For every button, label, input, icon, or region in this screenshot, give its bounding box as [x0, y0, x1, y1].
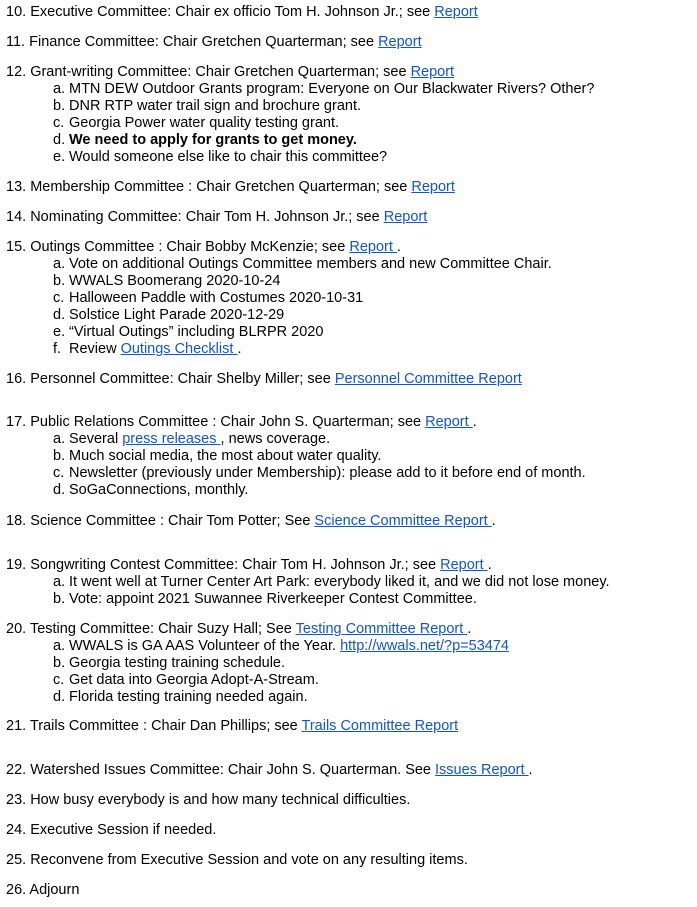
subitem-letter: a. — [53, 638, 66, 654]
item-text: Personnel Committee: Chair Shelby Miller; see — [30, 371, 335, 387]
subitem-letter: c. — [53, 290, 65, 306]
subitem-text: Get data into Georgia Adopt-A-Stream. — [69, 672, 319, 688]
item-number: 16. — [6, 371, 27, 387]
report-link[interactable]: Science Committee Report — [314, 513, 492, 529]
subitem-suffix: , news coverage. — [220, 431, 331, 447]
item-number: 11. — [6, 34, 26, 50]
subitem-text: Would someone else like to chair this committee? — [69, 149, 388, 165]
agenda-item — [6, 179, 455, 196]
item-number: 19. — [6, 557, 27, 573]
agenda-subitem — [53, 307, 284, 324]
subitem-letter: a. — [53, 256, 66, 272]
subitem-text: WWALS Boomerang 2020-10-24 — [69, 273, 281, 289]
item-text: Executive Session if needed. — [30, 822, 217, 838]
agenda-subitem — [53, 341, 241, 358]
subitem-text: Review — [69, 341, 121, 357]
subitem-letter: d. — [53, 307, 66, 323]
report-link[interactable]: Report — [378, 34, 422, 50]
subitem-letter: e. — [53, 149, 66, 165]
agenda-item — [6, 718, 458, 735]
subitem-letter: d. — [53, 482, 66, 498]
report-link[interactable]: Report — [440, 557, 488, 573]
agenda-item — [6, 414, 477, 431]
item-number: 17. — [6, 414, 27, 430]
agenda-item — [6, 792, 410, 809]
item-text: Executive Committee: Chair ex officio Tom H. Johnson Jr.; see — [30, 4, 435, 20]
agenda-item — [6, 882, 79, 899]
agenda-item — [6, 64, 454, 81]
subitem-link[interactable]: Outings Checklist — [120, 341, 238, 357]
agenda-subitem — [53, 655, 285, 672]
agenda-subitem — [53, 638, 509, 655]
report-link[interactable]: Personnel Committee Report — [334, 371, 522, 387]
agenda-subitem — [53, 448, 381, 465]
subitem-letter: a. — [53, 81, 66, 97]
item-number: 20. — [6, 621, 27, 637]
item-text: Membership Committee : Chair Gretchen Quarterman; see — [30, 179, 412, 195]
item-number: 13. — [6, 179, 27, 195]
agenda-subitem — [53, 273, 280, 290]
item-number: 25. — [6, 852, 27, 868]
report-link[interactable]: Testing Committee Report — [295, 621, 468, 637]
item-text: Watershed Issues Committee: Chair John S. Quarterman. See — [30, 762, 436, 778]
subitem-letter: f. — [53, 341, 62, 357]
agenda-item — [6, 557, 492, 574]
item-text: Testing Committee: Chair Suzy Hall; See — [29, 621, 296, 637]
subitem-text: “Virtual Outings” including BLRPR 2020 — [69, 324, 324, 340]
item-number: 12. — [6, 64, 27, 80]
subitem-letter: c. — [53, 115, 65, 131]
report-link[interactable]: Report — [383, 209, 428, 225]
subitem-text: Georgia testing training schedule. — [69, 655, 286, 671]
agenda-subitem — [53, 256, 552, 273]
subitem-letter: c. — [53, 465, 65, 481]
agenda-subitem — [53, 324, 323, 341]
agenda-subitem — [53, 431, 330, 448]
item-number: 26. — [6, 882, 27, 898]
subitem-letter: b. — [53, 98, 66, 114]
subitem-text: We need to apply for grants to get money. — [69, 132, 357, 148]
subitem-letter: b. — [53, 591, 66, 607]
item-text: Adjourn — [29, 882, 80, 898]
item-text: Grant-writing Committee: Chair Gretchen Quarterman; see — [30, 64, 411, 80]
item-number: 22. — [6, 762, 27, 778]
agenda-item — [6, 4, 478, 21]
subitem-letter: b. — [53, 655, 66, 671]
subitem-text: Georgia Power water quality testing grant. — [69, 115, 339, 131]
subitem-text: Solstice Light Parade 2020-12-29 — [69, 307, 285, 323]
item-text: Public Relations Committee : Chair John S. Quarterman; see — [30, 414, 426, 430]
item-number: 15. — [6, 239, 27, 255]
subitem-text: Vote on additional Outings Committee members and new Committee Chair. — [69, 256, 552, 272]
subitem-letter: a. — [53, 431, 66, 447]
item-suffix: . — [467, 621, 472, 637]
agenda-item — [6, 34, 422, 51]
agenda-subitem — [53, 81, 594, 98]
item-text: Trails Committee : Chair Dan Phillips; see — [29, 718, 302, 734]
agenda-subitem — [53, 591, 477, 608]
item-suffix: . — [491, 513, 496, 529]
item-text: Nominating Committee: Chair Tom H. Johnson Jr.; see — [30, 209, 384, 225]
report-link[interactable]: Report — [425, 414, 473, 430]
item-text: Finance Committee: Chair Gretchen Quarterman; see — [29, 34, 379, 50]
agenda-subitem — [53, 689, 308, 706]
subitem-text: Vote: appoint 2021 Suwannee Riverkeeper Contest Committee. — [69, 591, 477, 607]
agenda-subitem — [53, 574, 610, 591]
agenda-subitem — [53, 672, 319, 689]
item-suffix: . — [396, 239, 401, 255]
subitem-text: Much social media, the most about water quality. — [69, 448, 382, 464]
subitem-text: Newsletter (previously under Membership): please add to it before end of month. — [69, 465, 586, 481]
agenda-item — [6, 621, 471, 638]
report-link[interactable]: Issues Report — [435, 762, 529, 778]
agenda-item — [6, 852, 468, 869]
subitem-letter: e. — [53, 324, 66, 340]
subitem-text: DNR RTP water trail sign and brochure grant. — [69, 98, 362, 114]
subitem-suffix: . — [237, 341, 242, 357]
item-number: 18. — [6, 513, 27, 529]
subitem-text: It went well at Turner Center Art Park: everybody liked it, and we did not lose money. — [69, 574, 610, 590]
item-number: 24. — [6, 822, 27, 838]
subitem-text: SoGaConnections, monthly. — [69, 482, 249, 498]
report-link[interactable]: Report — [411, 179, 455, 195]
agenda-subitem — [53, 482, 248, 499]
subitem-letter: c. — [53, 672, 65, 688]
subitem-letter: b. — [53, 273, 66, 289]
subitem-link[interactable]: press releases — [122, 431, 221, 447]
item-suffix: . — [487, 557, 492, 573]
agenda-item — [6, 239, 401, 256]
agenda-subitem — [53, 290, 363, 307]
agenda-subitem — [53, 115, 339, 132]
agenda-item — [6, 822, 216, 839]
agenda-subitem — [53, 98, 361, 115]
item-number: 23. — [6, 792, 27, 808]
agenda-item — [6, 371, 522, 388]
agenda-item — [6, 513, 496, 530]
subitem-text: Halloween Paddle with Costumes 2020-10-31 — [69, 290, 364, 306]
report-link[interactable]: Report — [349, 239, 397, 255]
subitem-text: MTN DEW Outdoor Grants program: Everyone on Our Blackwater Rivers? Other? — [69, 81, 595, 97]
item-suffix: . — [472, 414, 477, 430]
subitem-text: Several — [69, 431, 123, 447]
subitem-letter: d. — [53, 689, 66, 705]
item-number: 21. — [6, 718, 27, 734]
subitem-letter: d. — [53, 132, 66, 148]
report-link[interactable]: Report — [434, 4, 478, 20]
item-number: 14. — [6, 209, 27, 225]
item-text: How busy everybody is and how many technical difficulties. — [30, 792, 411, 808]
item-number: 10. — [6, 4, 27, 20]
agenda-item — [6, 209, 427, 226]
item-text: Outings Committee : Chair Bobby McKenzie; see — [30, 239, 350, 255]
subitem-letter: a. — [53, 574, 66, 590]
subitem-text: WWALS is GA AAS Volunteer of the Year. — [69, 638, 341, 654]
item-text: Songwriting Contest Committee: Chair Tom H. Johnson Jr.; see — [30, 557, 441, 573]
report-link[interactable]: Report — [410, 64, 455, 80]
item-text: Reconvene from Executive Session and vote on any resulting items. — [30, 852, 468, 868]
subitem-text: Florida testing training needed again. — [69, 689, 308, 705]
agenda-item — [6, 762, 533, 779]
report-link[interactable]: Trails Committee Report — [301, 718, 459, 734]
item-suffix: . — [528, 762, 533, 778]
item-text: Science Committee : Chair Tom Potter; See — [30, 513, 315, 529]
subitem-link[interactable]: http://wwals.net/?p=53474 — [340, 638, 509, 654]
agenda-subitem — [53, 465, 586, 482]
agenda-subitem — [53, 149, 387, 166]
agenda-subitem — [53, 132, 357, 149]
subitem-letter: b. — [53, 448, 66, 464]
